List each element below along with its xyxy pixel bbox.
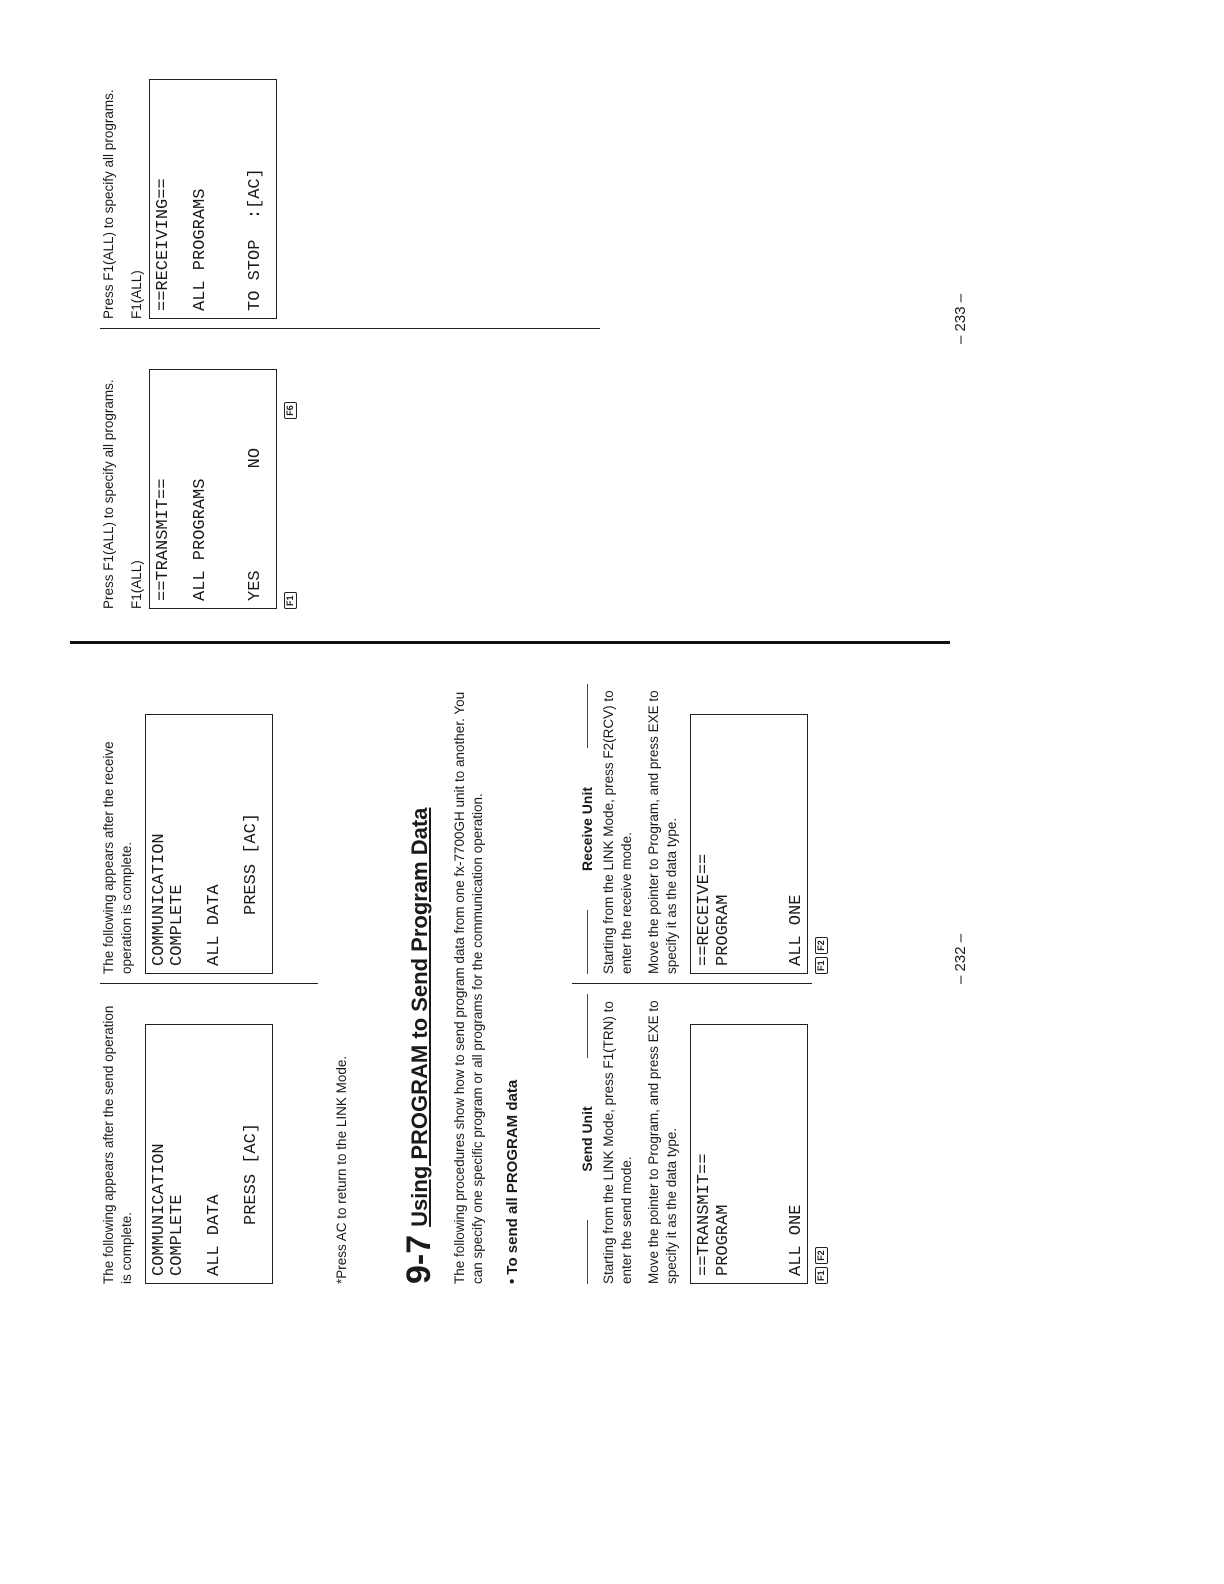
page-number-233: – 233 – <box>952 293 969 344</box>
p232-divider <box>100 983 318 984</box>
send-unit-keys <box>812 994 830 1284</box>
p232-col2-intro: The following appears after the receive operation is complete. <box>101 741 134 974</box>
section-heading <box>400 684 439 1284</box>
receive-unit-lcd: ==RECEIVE== PROGRAM ALL ONE <box>690 714 808 974</box>
p233-divider <box>100 328 600 329</box>
send-unit-heading: Send Unit <box>578 994 596 1284</box>
p233-column-4 <box>100 39 277 319</box>
spine-line <box>70 641 950 644</box>
p233-col4-step-all: Press F1(ALL) to specify all programs. <box>101 89 116 319</box>
send-unit-lcd: ==TRANSMIT== PROGRAM ALL ONE <box>690 1024 808 1284</box>
p233-col4-key-all: F1(ALL) <box>128 270 144 319</box>
receive-unit-step1: Starting from the LINK Mode, press F2(RCV) to enter the receive mode. <box>601 690 634 974</box>
p233-col3-lcd1: ==TRANSMIT== ALL PROGRAMS YES NO <box>149 369 277 609</box>
f1-key-icon: F1 <box>815 1267 828 1284</box>
section-body: The following procedures show how to send program data from one fx-7700GH unit to another. You can specify one specific program or all programs for the communication operation. <box>452 691 485 1284</box>
p233-col3-key-all: F1(ALL) <box>128 560 144 609</box>
p232-column-1 <box>100 994 361 1284</box>
p233-col3-keys <box>281 334 299 609</box>
send-unit-step2: Move the pointer to Program, and press EXE to specify it as the data type. <box>646 1000 679 1284</box>
f1-key-icon: F1 <box>815 957 828 974</box>
send-unit-column <box>572 994 830 1284</box>
p233-column-3 <box>100 334 299 609</box>
subsection-heading: • To send all PROGRAM data <box>504 1079 522 1284</box>
f1-key-icon: F1 <box>284 592 297 609</box>
receive-unit-step2: Move the pointer to Program, and press EXE to specify it as the data type. <box>646 690 679 974</box>
p232-col2-lcd: COMMUNICATION COMPLETE ALL DATA PRESS [AC] <box>145 714 273 974</box>
f6-key-icon: F6 <box>284 402 297 419</box>
p232-col1-lcd: COMMUNICATION COMPLETE ALL DATA PRESS [AC] <box>145 1024 273 1284</box>
p233-col4-lcd1: ==RECEIVING== ALL PROGRAMS TO STOP :[AC] <box>149 79 277 319</box>
subsection-title: To send all PROGRAM data <box>504 1079 522 1275</box>
section-number: 9-7 <box>400 1234 438 1284</box>
receive-unit-keys <box>812 684 830 974</box>
receive-unit-column <box>572 684 830 974</box>
p232-unit-divider <box>572 983 812 984</box>
p233-col3-step-all: Press F1(ALL) to specify all programs. <box>101 379 116 609</box>
p232-col1-intro: The following appears after the send operation is complete. <box>101 1005 134 1284</box>
p232-col1-note: *Press AC to return to the LINK Mode. <box>334 1055 350 1284</box>
p232-column-2 <box>100 684 273 974</box>
send-unit-step1: Starting from the LINK Mode, press F1(TRN) to enter the send mode. <box>601 1001 634 1284</box>
section-title: Using PROGRAM to Send Program Data <box>407 807 432 1227</box>
f2-key-icon: F2 <box>815 937 828 954</box>
f2-key-icon: F2 <box>815 1247 828 1264</box>
page-number-232: – 232 – <box>952 933 969 984</box>
p232-section <box>400 684 529 1284</box>
receive-unit-heading: Receive Unit <box>578 684 596 974</box>
